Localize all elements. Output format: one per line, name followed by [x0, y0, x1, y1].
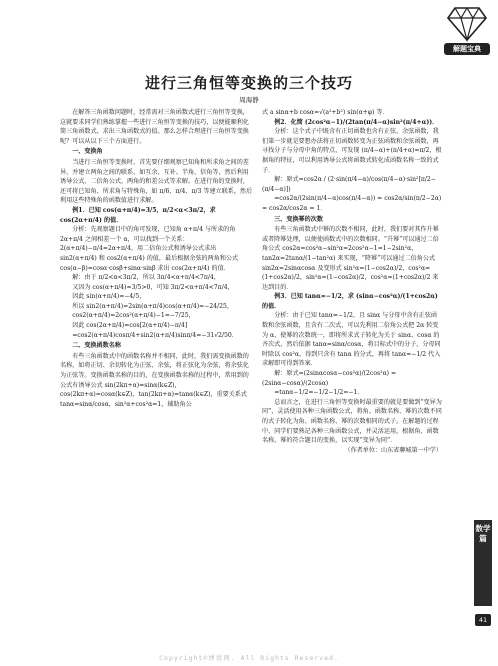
solution-1-line: 又因为 cos(α+π/4)=3/5>0，可知 3π/2<α+π/4<7π/4， — [72, 283, 234, 291]
right-column — [262, 108, 442, 455]
solution-1-line: 所以 sin2(α+π/4)=2sin(α+π/4)cos(α+π/4)=−24/25， — [72, 302, 233, 310]
diamond-icon — [447, 6, 487, 42]
intro-paragraph: 在解答三角函数问题时，经常需对三角函数式进行三角恒等变换，这就要求同学们熟练掌握一些进行三角恒等变换的技巧，以便能顺利化简三角函数式、求出三角函数式的值。那么怎样合理进行三角恒等变换呢？可以从以下三个方面进行。 — [60, 109, 249, 145]
section-1-heading: 一、变换角 — [72, 148, 103, 156]
analysis-2: 分析：这个式子中既含有正切函数也含有正弦、余弦函数，我们第一步就是要想办法将正切函数转变为正弦函数和余弦函数，再寻找分子与分母中角的特点，可发现 (π/4−α)+(π/4+α)=π/2，根据角的特征，可以利用诱导公式将函数式转化成函数名称一致的式子． — [262, 128, 442, 174]
solution-3-line: =tanα−1/2=−1/2−1/2=−1． — [274, 389, 364, 397]
solution-1-line: 解：由于 π/2<α<3π/2，所以 3π/4<α+π/4<7π/4， — [72, 274, 220, 282]
left-column — [60, 108, 254, 409]
section-sidebar-label — [474, 520, 492, 606]
example-2: 例2．化简 (2cos²α−1)/(2tan(π/4−α)sin²(π/4+α))． — [274, 118, 439, 126]
author-affiliation: （作者单位：山东省聊城第一中学） — [344, 446, 442, 454]
example-1: 例1．已知 cos(α+π/4)=3/5，π/2<α<3π/2，求 cos(2α+π/4) 的值． — [60, 206, 216, 224]
summary-paragraph: 总而言之，在进行三角恒等变换时最重要的就是要做到“变异为同”，灵活使用各种三角函数公式，将角、函数名称、幂的次数不同的式子转化为角、函数名称、幂的次数相同的式子。在解题的过程中，同学们要熟记各种三角函数公式，并灵活运用，根据角、函数名称、幂的符合题目的变换，以实现“变异为同”． — [262, 398, 442, 445]
sidebar-text: 数学篇 — [475, 524, 491, 543]
section-2-text: 有些三角函数式中的函数名称并不相同，此时，我们需变换函数的名称，如将正切、余切转化为正弦、余弦，将正弦化为余弦，将余弦化为正弦等。变换函数名称的目的，在变换函数名称的过程中，常用到的公式有诱导公式 sin(2kπ+α)=sinα(k∈Z)，cos(2kπ+α)=cosα(k∈Z)，tan(2kπ+α)=tanα(k∈Z)，重要关系式 tanα=sinα/cosα，sin²α+cos²α=1，辅助角公 — [60, 352, 249, 408]
article-title: 进行三角恒等变换的三个技巧 — [144, 74, 353, 92]
solution-1-line: =cos2(α+π/4)cosπ/4+sin2(α+π/4)sinπ/4=−31√2/50． — [72, 331, 238, 339]
example-3: 例3．已知 tanα=−1/2，求 (sinα−cos²α)/(1+cos2α) 的值． — [262, 293, 438, 310]
logo-label: 解题宝典 — [444, 43, 490, 55]
section-3-heading: 三、变换幂的次数 — [274, 215, 323, 223]
analysis-3: 分析：由于已知 tanα=−1/2，且 sinα 与分母中含有正弦函数和余弦函数，且含有二次式，可以先利用二倍角公式把 2α 转变为 α，使幂的次数统一，即将所求式子转化为关于 sinα、cosα 的齐次式，然后依据 tanα=sinα/cosα，将目标式中的分子、分母同时除以 cos²α，得到只含有 tanα 的分式，再将 tanα=−1/2 代入求解即可得到答案． — [262, 312, 441, 368]
solution-2-line: =cos2α/(2sin(π/4−α)cos(π/4−α)) = cos2α/sin(π/2−2α) = cos2α/cos2α = 1． — [262, 195, 442, 212]
section-1-text: 当进行三角恒等变换时，首先要仔细观察已知角和所求角之间的差异，并建立两角之间的联系，如互余、互补、半角、倍角等，然后利用诱导公式、二倍角公式、两角的和差公式等求解。在进行角的变换时，还可将已知角、所求角与特殊角，如 π/6、π/4、π/3 等建立联系，然后利用这些特殊角的函数值进行求解。 — [60, 158, 253, 205]
section-3-text: 有些三角函数式中幂的次数不相同，此时，我们要对其作升幂或者降幂处理，以便使函数式中的次数相同。“升幂”可以通过二倍角公式 cos2α=cos²α−sin²α=2cos²α−1=1−2sin²α，tan2α=2tanα/(1−tan²α) 来实现，“降幂”可以通过二倍角公式 sin2α=2sinαcosα 及变形式 sin²α=(1−cos2α)/2，cos²α=(1+cos2α)/2，sin²α=(1−cos2α)/2，cos²α=(1+cos2α)/2 来达到目的． — [262, 226, 439, 291]
page-number: 41 — [475, 614, 491, 626]
analysis-1: 分析：先观察题目中的角可发现，已知角 α+π/4 与所求的角 2α+π/4 之间相差一个 α，可以找到一个关系：2(α+π/4)−π/4=2α+π/4，用二倍角公式和诱导公式求出 sin2(α+π/4) 和 cos2(α+π/4) 的值，最后根据余弦的两角和公式 cos(α−β)=cosα·cosβ+sinα·sinβ 求出 cos(2α+π/4) 的值． — [60, 226, 239, 272]
solution-1-line: cos2(α+π/4)=2cos²(α+π/4)−1=−7/25， — [72, 312, 195, 320]
solution-3-line: 解：原式=(2sinαcosα−cos²α)/(2cos²α) = (2sinα−cosα)/(2cosα) — [262, 370, 397, 387]
continued-text: 式 a sinα+b cosα=√(a²+b²) sin(α+φ) 等． — [262, 109, 389, 116]
solution-1-line: 因此 sin(α+π/4)=−4/5， — [72, 293, 146, 301]
copyright-watermark: Copyright©博看网. All Rights Reserved. — [159, 654, 339, 662]
solution-1-line: 因此 cos(2α+π/4)=cos[2(α+π/4)−π/4] — [72, 322, 188, 330]
solution-2-line: 解：原式=cos2α / (2·sin(π/4−α)/cos(π/4−α)·sin²[π/2−(π/4−α)]) — [262, 176, 436, 193]
diamond-logo — [444, 6, 490, 56]
section-2-heading: 二、变换函数名称 — [72, 342, 121, 350]
author: 周海静 — [239, 96, 259, 104]
